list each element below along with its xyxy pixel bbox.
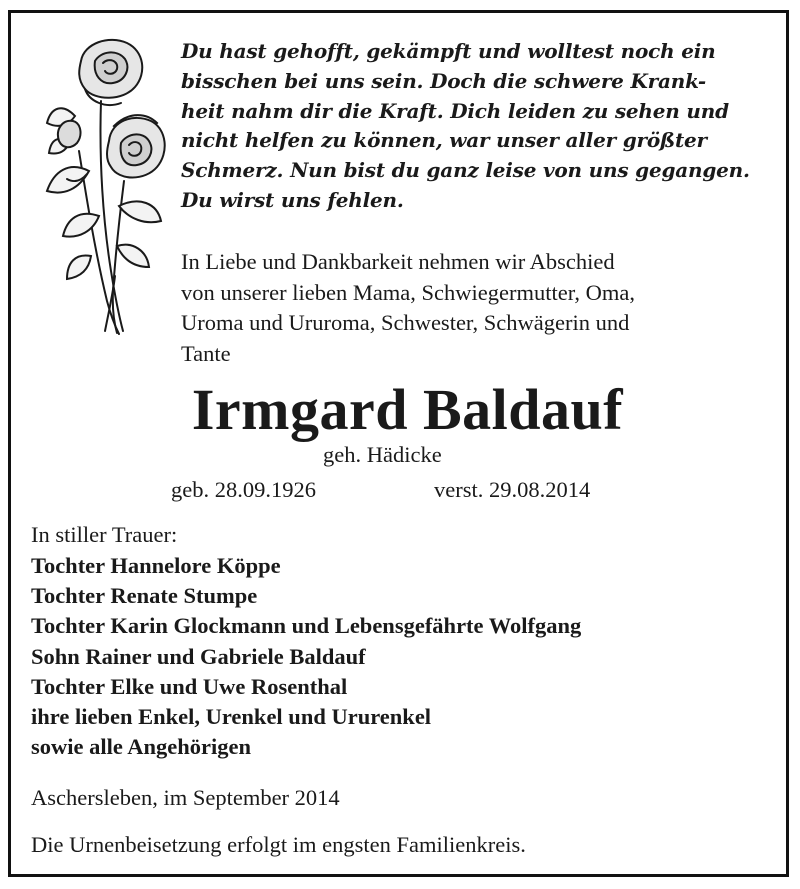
poem-text: [181, 37, 775, 216]
rose-illustration-icon: [29, 31, 179, 336]
mourners-list: [31, 551, 581, 762]
maiden-name: geh. Hädicke: [323, 442, 442, 467]
farewell-line: Tante: [181, 340, 231, 366]
birth-date: geb. 28.09.1926: [171, 477, 316, 502]
list-item: Tochter Renate Stumpe: [31, 583, 258, 609]
poem-line: nicht helfen zu können, war unser aller größter: [181, 128, 707, 153]
poem-line: Du hast gehofft, gekämpft und wolltest noch ein: [181, 39, 716, 63]
list-item: Tochter Hannelore Köppe: [31, 553, 281, 578]
place-date: Aschersleben, im September 2014: [31, 785, 340, 810]
list-item: Sohn Rainer und Gabriele Baldauf: [31, 643, 366, 669]
farewell-line: Uroma und Ururoma, Schwester, Schwägerin und: [181, 310, 630, 335]
mourning-intro: In stiller Trauer:: [31, 522, 178, 547]
list-item: Tochter Karin Glockmann und Lebensgefährte Wolfgang: [31, 613, 582, 639]
list-item: Tochter Elke und Uwe Rosenthal: [31, 673, 348, 699]
farewell-line: von unserer lieben Mama, Schwiegermutter, Oma,: [181, 279, 635, 305]
poem-line: Du wirst uns fehlen.: [181, 187, 404, 212]
death-date: verst. 29.08.2014: [434, 477, 591, 502]
deceased-name: Irmgard Baldauf: [191, 377, 624, 442]
list-item: sowie alle Angehörigen: [31, 734, 251, 760]
poem-line: bisschen bei uns sein. Doch die schwere Krank-: [181, 68, 707, 93]
poem-line: Schmerz. Nun bist du ganz leise von uns gegangen.: [181, 158, 750, 183]
obituary-notice: [8, 10, 789, 877]
farewell-text: [181, 247, 775, 369]
list-item: ihre lieben Enkel, Urenkel und Ururenkel: [31, 704, 432, 730]
poem-line: heit nahm dir die Kraft. Dich leiden zu sehen und: [181, 98, 729, 123]
burial-note: Die Urnenbeisetzung erfolgt im engsten Familienkreis.: [31, 832, 526, 857]
farewell-line: In Liebe und Dankbarkeit nehmen wir Abschied: [181, 249, 615, 274]
